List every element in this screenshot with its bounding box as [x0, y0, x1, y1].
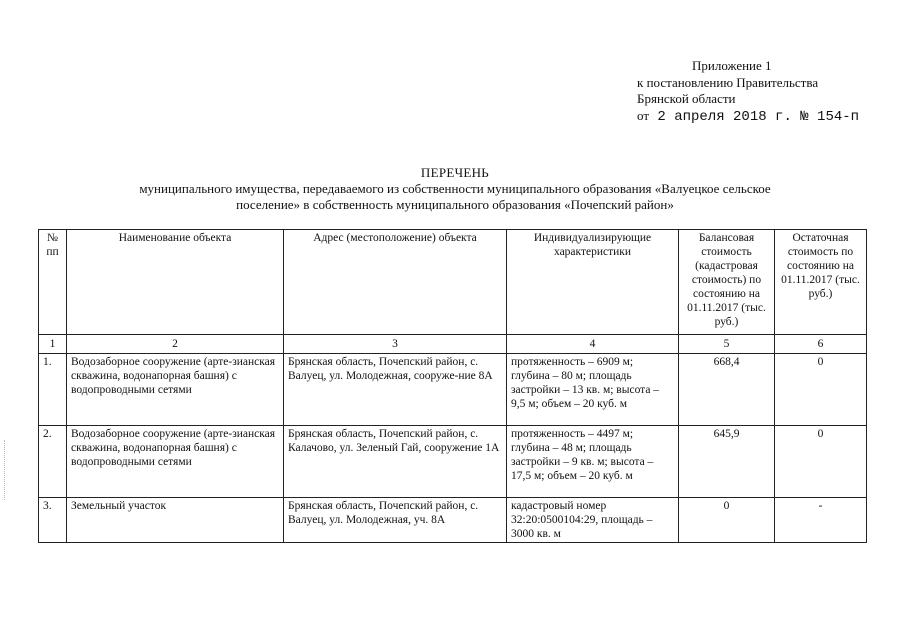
appendix-block — [637, 58, 859, 125]
column-number: 4 — [507, 335, 679, 354]
row-number: 3. — [39, 498, 67, 543]
header-address: Адрес (местоположение) объекта — [284, 230, 507, 335]
header-number: № пп — [39, 230, 67, 335]
table-header-row — [39, 230, 867, 335]
appendix-title: Приложение 1 — [692, 58, 772, 73]
document-title: ПЕРЕЧЕНЬ — [420, 165, 490, 180]
row-residual-value: 0 — [775, 354, 867, 426]
column-number: 5 — [679, 335, 775, 354]
column-number: 1 — [39, 335, 67, 354]
row-residual-value: 0 — [775, 426, 867, 498]
row-number: 1. — [39, 354, 67, 426]
appendix-date-prefix: от — [637, 107, 650, 123]
document-subtitle-line-1: муниципального имущества, передаваемого из собственности муниципального образования «Валуецкое сельское — [139, 181, 771, 196]
row-address: Брянская область, Почепский район, с. Калачово, ул. Зеленый Гай, сооружение 1А — [284, 426, 507, 498]
row-balance-value: 668,4 — [679, 354, 775, 426]
table-row — [39, 498, 867, 543]
appendix-resolution: к постановлению Правительства — [637, 74, 819, 90]
row-object-name: Земельный участок — [67, 498, 284, 543]
document-subtitle-line-2: поселение» в собственность муниципального образования «Почепский район» — [236, 197, 674, 212]
appendix-date: 2 апреля 2018 г. № 154-п — [649, 108, 860, 125]
header-residual-value: Остаточная стоимость по состоянию на 01.11.2017 (тыс. руб.) — [775, 230, 867, 335]
row-address: Брянская область, Почепский район, с. Валуец, ул. Молодежная, уч. 8А — [284, 498, 507, 543]
appendix-date-number — [637, 108, 859, 126]
row-object-name: Водозаборное сооружение (арте-зианская скважина, водонапорная башня) с водопроводными сетями — [67, 426, 284, 498]
column-number: 2 — [67, 335, 284, 354]
document-heading — [60, 165, 850, 213]
header-object-name: Наименование объекта — [67, 230, 284, 335]
row-balance-value: 0 — [679, 498, 775, 543]
row-address: Брянская область, Почепский район, с. Валуец, ул. Молодежная, сооруже-ние 8А — [284, 354, 507, 426]
table-row — [39, 354, 867, 426]
row-balance-value: 645,9 — [679, 426, 775, 498]
property-table — [38, 229, 867, 543]
column-number-row — [39, 335, 867, 354]
scan-margin-mark — [4, 440, 7, 500]
appendix-region: Брянской области — [637, 91, 736, 106]
header-characteristics: Индивидуализирующие характеристики — [507, 230, 679, 335]
row-residual-value: - — [775, 498, 867, 543]
column-number: 6 — [775, 335, 867, 354]
row-object-name: Водозаборное сооружение (арте-зианская скважина, водонапорная башня) с водопроводными сетями — [67, 354, 284, 426]
column-number: 3 — [284, 335, 507, 354]
row-characteristics: протяженность – 6909 м; глубина – 80 м; площадь застройки – 13 кв. м; высота – 9,5 м; объем – 20 куб. м — [507, 354, 679, 426]
row-number: 2. — [39, 426, 67, 498]
row-characteristics: кадастровый номер 32:20:0500104:29, площадь – 3000 кв. м — [507, 498, 679, 543]
header-balance-value: Балансовая стоимость (кадастровая стоимость) по состоянию на 01.11.2017 (тыс. руб.) — [679, 230, 775, 335]
table-row — [39, 426, 867, 498]
row-characteristics: протяженность – 4497 м; глубина – 48 м; площадь застройки – 9 кв. м; высота – 17,5 м; объем – 20 куб. м — [507, 426, 679, 498]
